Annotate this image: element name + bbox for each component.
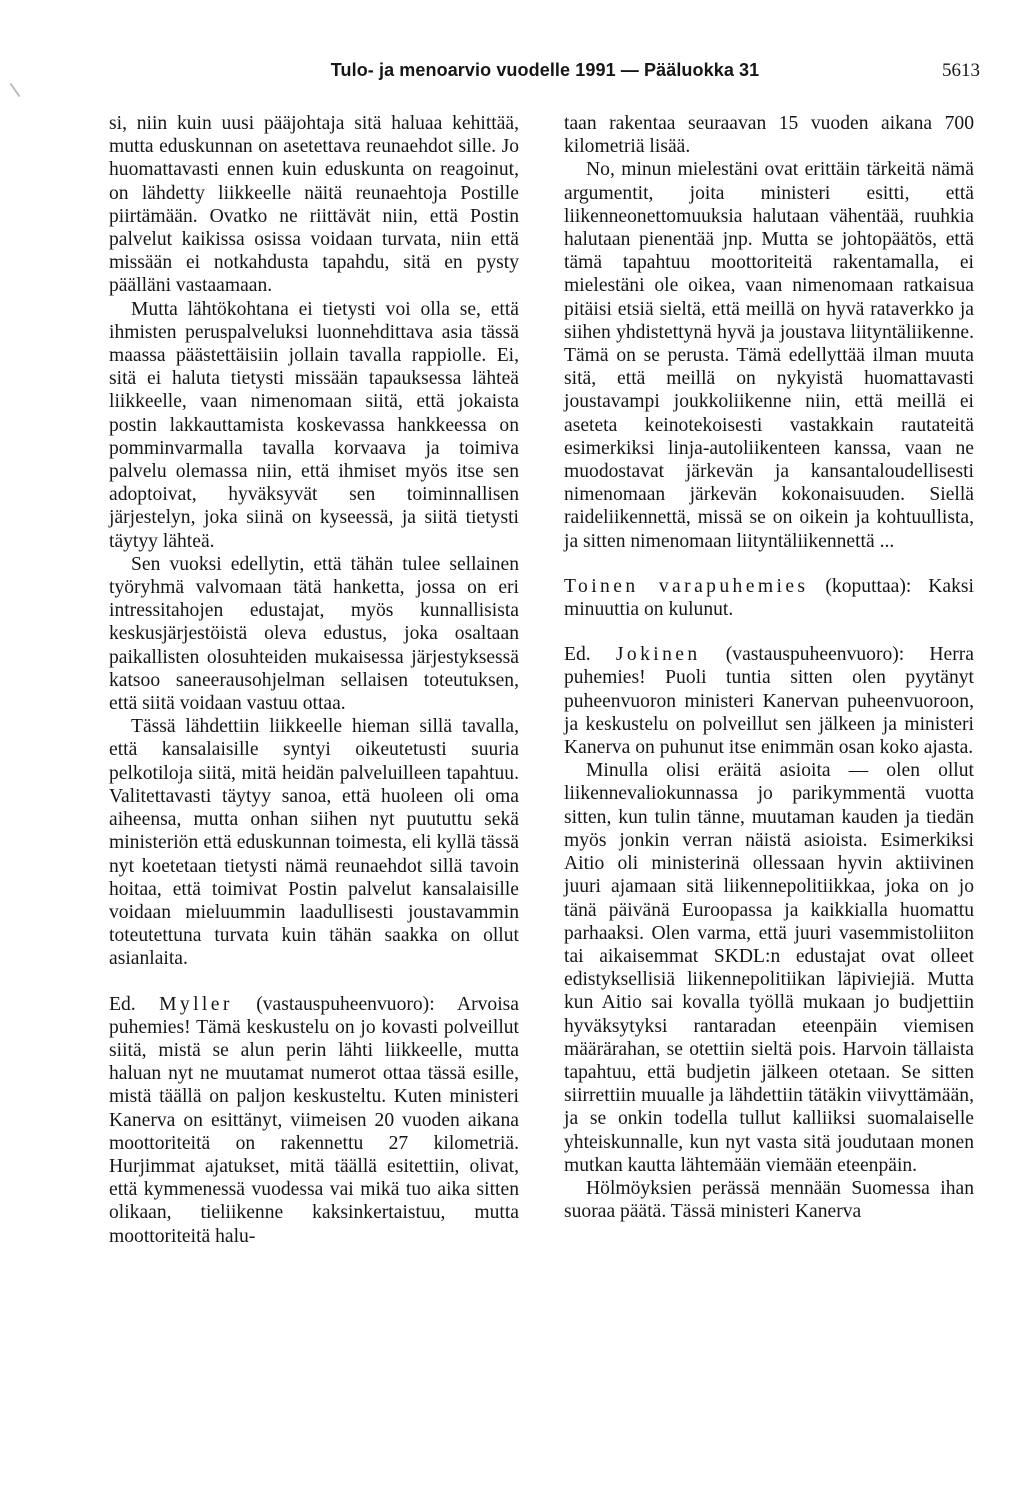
paragraph: si, niin kuin uusi pääjohtaja sitä haluaa kehittää, mutta eduskunnan on asetettava reunaehdot sille. Jo huomattavasti ennen kuin eduskunta on reagoinut, on lähdetty liikkeelle näitä reunaehtoja Postille piirtämään. Ovatko ne riittävät niin, että Postin palvelut kaikissa osissa voidaan turvata, niin että missään ei notkahdusta tapahdu, sitä en pysty päälläni vastaamaan. bbox=[109, 113, 519, 297]
scan-artifact-mark bbox=[10, 83, 21, 97]
paragraph: Minulla olisi eräitä asioita — olen ollut liikennevaliokunnassa jo parikymmentä vuotta sitten, kun tulin tänne, muutaman kauden ja tiedän myös jonkin verran näistä asioista. Esimerkiksi Aitio oli ministerinä ollessaan hyvin aktiivinen juuri ajamaan sitä liikennepolitiikkaa, joka on jo tänä päivänä Euroopassa ja kaikkialla huomattu parhaaksi. Olen varma, että juuri vasemmistoliiton tai aikaisemmat SKDL:n edustajat ovat olleet edistyksellisiä liikennepolitiikan läpiviejiä. Mutta kun Aitio sai kovalla työllä mukaan jo budjettiin hyväksytyksi rantaradan eteenpäin viemisen määrärahan, se otettiin sieltä pois. Harvoin tällaista tapahtuu, että budjetin jälkeen otetaan. Se sitten siirrettiin muualle ja lähdettiin tätäkin viivyttämään, ja se onkin todella tullut kalliiksi suomalaiselle yhteiskunnalle, kun nyt vasta sitä joudutaan monen mutkan kautta lähtemään viemään eteenpäin. bbox=[564, 760, 974, 1176]
paragraph: Hölmöyksien perässä mennään Suomessa ihan suoraa päätä. Tässä ministeri Kanerva bbox=[564, 1177, 974, 1223]
right-column bbox=[564, 112, 974, 1223]
speaker-name: Jokinen bbox=[615, 644, 701, 666]
speech-text: (vastauspuheenvuoro): Herra puhemies! Puoli tuntia sitten olen pyytänyt puheenvuoron ministeri Kanervan puheenvuoroon, ja keskustelu on polveillut sen jälkeen ja ministeri Kanerva on puhunut itse enimmän osan koko ajasta. bbox=[564, 644, 975, 759]
paragraph: Sen vuoksi edellytin, että tähän tulee sellainen työryhmä valvomaan tätä hanketta, jossa on eri intressitahojen edustajat, myös kunnallisista keskusjärjestöistä oleva edustus, joka osaltaan paikallisten olosuhteiden mukaisessa järjestyksessä katsoo saneerausohjelman sellaisen toteutuksen, että siitä voidaan vastuu ottaa. bbox=[109, 553, 519, 715]
chair-interjection bbox=[564, 575, 974, 621]
speaker-name: Myller bbox=[159, 993, 233, 1015]
page-number: 5613 bbox=[942, 60, 980, 81]
speech-jokinen bbox=[564, 643, 974, 759]
speech-myller bbox=[109, 993, 519, 1248]
left-column bbox=[109, 112, 519, 1248]
speaker-prefix: Ed. bbox=[564, 644, 591, 666]
speech-text: (vastauspuheenvuoro): Arvoisa puhemies! Tämä keskustelu on jo kovasti polveillut siitä, mistä se alun perin lähti liikkeelle, mutta haluan nyt ne muutamat numerot ottaa tässä esille, mistä täällä on paljon keskusteltu. Kuten ministeri Kanerva on esittänyt, viimeisen 20 vuoden aikana moottoriteitä on rakennettu 27 kilometriä. Hurjimmat ajatukset, mitä täällä esitettiin, olivat, että kymmenessä vuodessa vai mikä tuo aika sitten olikaan, tieliikenne kaksinkertaistuu, mutta moottoriteitä halu- bbox=[109, 993, 519, 1247]
paragraph: Mutta lähtökohtana ei tietysti voi olla se, että ihmisten peruspalveluksi luonnehdittava asia tässä maassa päästettäisiin jollain tavalla rappiolle. Ei, sitä ei haluta tietysti missään tapauksessa lähteä liikkeelle, vaan nimenomaan siitä, että jokaista postin lakkauttamista koskevassa hankkeessa on pomminvarmalla tavalla korvaava ja toimiva palvelu olemassa niin, että ihmiset myös itse sen adoptoivat, hyväksyvät sen toiminnallisen järjestelyn, joka siinä on kyseessä, ja siitä tietysti täytyy lähteä. bbox=[109, 298, 519, 552]
paragraph: No, minun mielestäni ovat erittäin tärkeitä nämä argumentit, joita ministeri esitti, että liikenneonettomuuksia halutaan vähentää, ruuhkia halutaan pienentää jnp. Mutta se johtopäätös, että tämä tapahtuu moottoriteitä rakentamalla, ei mielestäni ole oikea, vaan nimenomaan ratkaisua pitäisi etsiä sieltä, että meillä on hyvä rataverkko ja siihen yhdistettynä hyvä ja joustava liityntäliikenne. Tämä on se perusta. Tämä edellyttää ilman muuta sitä, että meillä on nykyistä huomattavasti joustavampi joukkoliikenne niin, että meillä ei aseteta keinotekoisesti vastakkain rautateitä esimerkiksi linja-autoliikenteen kanssa, vaan ne muodostavat järkevän ja kansantaloudellisesti nimenomaan järkevän kokonaisuuden. Siellä raideliikennettä, missä se on oikein ja kohtuullista, ja sitten nimenomaan liityntäliikennettä ... bbox=[564, 159, 974, 552]
chair-text: (koputtaa): Kaksi minuuttia on kulunut. bbox=[564, 575, 974, 621]
page-header bbox=[100, 60, 980, 92]
paragraph: Tässä lähdettiin liikkeelle hieman sillä tavalla, että kansalaisille syntyi oikeutetusti suuria pelkotiloja siitä, mitä heidän palveluilleen tapahtuu. Valitettavasti täytyy sanoa, että huoleen oli oma aiheensa, mutta onhan siihen nyt puututtu sekä ministeriön että eduskunnan toimesta, eli kyllä tässä nyt koetetaan tietysti nämä reunaehdot sillä tavoin hoitaa, että toimivat Postin palvelut kansalaisille voidaan mieluummin laadullisesti joustavammin toteutettuna turvata kuin tähän saakka on ollut asianlaita. bbox=[109, 716, 519, 970]
chair-speaker-name: Toinen varapuhemies bbox=[564, 575, 809, 597]
running-title: Tulo- ja menoarvio vuodelle 1991 — Pääluokka 31 bbox=[330, 60, 760, 80]
paragraph: taan rakentaa seuraavan 15 vuoden aikana 700 kilometriä lisää. bbox=[564, 113, 974, 158]
speaker-prefix: Ed. bbox=[109, 993, 136, 1015]
